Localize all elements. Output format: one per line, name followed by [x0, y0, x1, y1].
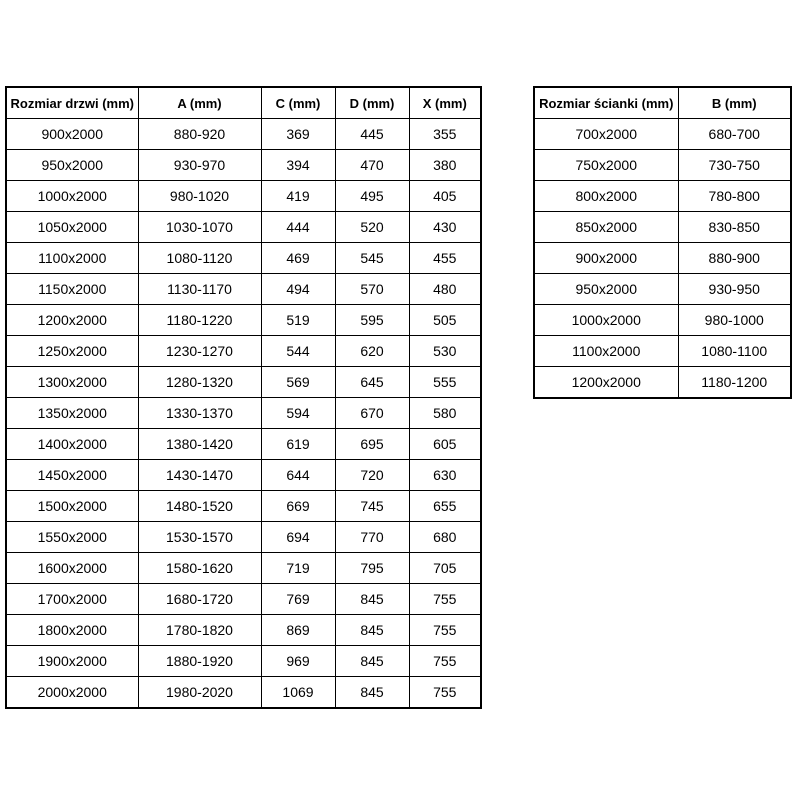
table-row — [6, 522, 481, 553]
table-cell: 545 — [335, 243, 409, 274]
table-cell: 455 — [409, 243, 481, 274]
table-cell: 1700x2000 — [6, 584, 138, 615]
table-cell: 1880-1920 — [138, 646, 261, 677]
table-row — [534, 212, 791, 243]
table-cell: 694 — [261, 522, 335, 553]
table-cell: 720 — [335, 460, 409, 491]
table-cell: 1130-1170 — [138, 274, 261, 305]
table-cell: 494 — [261, 274, 335, 305]
table-cell: 950x2000 — [534, 274, 678, 305]
table-cell: 1180-1220 — [138, 305, 261, 336]
column-header: A (mm) — [138, 87, 261, 119]
table-cell: 680-700 — [678, 119, 791, 150]
table-row — [6, 460, 481, 491]
table-cell: 750x2000 — [534, 150, 678, 181]
table-row — [534, 150, 791, 181]
table-cell: 1480-1520 — [138, 491, 261, 522]
table-cell: 620 — [335, 336, 409, 367]
column-header: X (mm) — [409, 87, 481, 119]
table-row — [534, 274, 791, 305]
table-row — [6, 150, 481, 181]
table-cell: 1580-1620 — [138, 553, 261, 584]
table-cell: 705 — [409, 553, 481, 584]
table-cell: 880-900 — [678, 243, 791, 274]
table-cell: 470 — [335, 150, 409, 181]
table-cell: 755 — [409, 584, 481, 615]
table-cell: 930-970 — [138, 150, 261, 181]
table-row — [6, 398, 481, 429]
table-cell: 730-750 — [678, 150, 791, 181]
table-cell: 900x2000 — [6, 119, 138, 150]
table-cell: 1230-1270 — [138, 336, 261, 367]
table-cell: 869 — [261, 615, 335, 646]
table-cell: 1300x2000 — [6, 367, 138, 398]
table-row — [534, 181, 791, 212]
table-cell: 580 — [409, 398, 481, 429]
table-cell: 795 — [335, 553, 409, 584]
table-row — [6, 367, 481, 398]
table-cell: 555 — [409, 367, 481, 398]
table-cell: 1100x2000 — [6, 243, 138, 274]
table-cell: 950x2000 — [6, 150, 138, 181]
table-cell: 1180-1200 — [678, 367, 791, 399]
table-cell: 1069 — [261, 677, 335, 709]
table-cell: 630 — [409, 460, 481, 491]
table-cell: 1980-2020 — [138, 677, 261, 709]
table-cell: 1550x2000 — [6, 522, 138, 553]
table-cell: 394 — [261, 150, 335, 181]
table-cell: 695 — [335, 429, 409, 460]
table-cell: 745 — [335, 491, 409, 522]
table-cell: 1100x2000 — [534, 336, 678, 367]
table-cell: 644 — [261, 460, 335, 491]
table-cell: 445 — [335, 119, 409, 150]
table-cell: 519 — [261, 305, 335, 336]
table-cell: 495 — [335, 181, 409, 212]
table-cell: 430 — [409, 212, 481, 243]
table-row — [6, 584, 481, 615]
wall-size-table — [533, 86, 792, 399]
table-row — [6, 429, 481, 460]
table-cell: 645 — [335, 367, 409, 398]
table-cell: 1250x2000 — [6, 336, 138, 367]
table-cell: 1200x2000 — [534, 367, 678, 399]
table-cell: 980-1000 — [678, 305, 791, 336]
table-cell: 845 — [335, 646, 409, 677]
column-header: C (mm) — [261, 87, 335, 119]
table-row — [6, 336, 481, 367]
table-cell: 845 — [335, 677, 409, 709]
table-cell: 1780-1820 — [138, 615, 261, 646]
table-cell: 355 — [409, 119, 481, 150]
table-row — [534, 305, 791, 336]
table-cell: 1800x2000 — [6, 615, 138, 646]
table-row — [6, 677, 481, 709]
table-cell: 544 — [261, 336, 335, 367]
door-size-table — [5, 86, 482, 709]
table-row — [6, 305, 481, 336]
table-cell: 700x2000 — [534, 119, 678, 150]
table-cell: 369 — [261, 119, 335, 150]
table-cell: 380 — [409, 150, 481, 181]
table-row — [534, 336, 791, 367]
table-cell: 769 — [261, 584, 335, 615]
table-cell: 969 — [261, 646, 335, 677]
table-cell: 569 — [261, 367, 335, 398]
table-cell: 1330-1370 — [138, 398, 261, 429]
table-cell: 900x2000 — [534, 243, 678, 274]
table-cell: 444 — [261, 212, 335, 243]
table-cell: 800x2000 — [534, 181, 678, 212]
table-cell: 1080-1100 — [678, 336, 791, 367]
table-cell: 755 — [409, 646, 481, 677]
table-cell: 880-920 — [138, 119, 261, 150]
header-row — [6, 87, 481, 119]
table-cell: 530 — [409, 336, 481, 367]
table-cell: 770 — [335, 522, 409, 553]
column-header: B (mm) — [678, 87, 791, 119]
table-cell: 1200x2000 — [6, 305, 138, 336]
table-cell: 419 — [261, 181, 335, 212]
table-row — [534, 243, 791, 274]
table-cell: 594 — [261, 398, 335, 429]
table-cell: 1000x2000 — [6, 181, 138, 212]
table-cell: 845 — [335, 615, 409, 646]
table-cell: 1400x2000 — [6, 429, 138, 460]
table-cell: 605 — [409, 429, 481, 460]
table-cell: 1030-1070 — [138, 212, 261, 243]
table-cell: 830-850 — [678, 212, 791, 243]
table-cell: 1450x2000 — [6, 460, 138, 491]
table-cell: 1900x2000 — [6, 646, 138, 677]
table-row — [6, 181, 481, 212]
table-cell: 1430-1470 — [138, 460, 261, 491]
table-cell: 2000x2000 — [6, 677, 138, 709]
column-header: Rozmiar ścianki (mm) — [534, 87, 678, 119]
table-cell: 930-950 — [678, 274, 791, 305]
table-cell: 1080-1120 — [138, 243, 261, 274]
table-cell: 670 — [335, 398, 409, 429]
table-cell: 1150x2000 — [6, 274, 138, 305]
table-cell: 405 — [409, 181, 481, 212]
table-cell: 1350x2000 — [6, 398, 138, 429]
table-cell: 480 — [409, 274, 481, 305]
table-row — [534, 119, 791, 150]
table-cell: 1500x2000 — [6, 491, 138, 522]
table-cell: 1280-1320 — [138, 367, 261, 398]
table-cell: 1000x2000 — [534, 305, 678, 336]
table-cell: 655 — [409, 491, 481, 522]
table-cell: 520 — [335, 212, 409, 243]
table-cell: 1680-1720 — [138, 584, 261, 615]
table-cell: 570 — [335, 274, 409, 305]
table-cell: 755 — [409, 615, 481, 646]
table-row — [6, 119, 481, 150]
table-row — [6, 243, 481, 274]
table-row — [6, 646, 481, 677]
table-cell: 845 — [335, 584, 409, 615]
table-cell: 780-800 — [678, 181, 791, 212]
table-cell: 850x2000 — [534, 212, 678, 243]
header-row — [534, 87, 791, 119]
table-cell: 595 — [335, 305, 409, 336]
table-cell: 1050x2000 — [6, 212, 138, 243]
table-row — [6, 212, 481, 243]
table-cell: 980-1020 — [138, 181, 261, 212]
table-cell: 1600x2000 — [6, 553, 138, 584]
column-header: Rozmiar drzwi (mm) — [6, 87, 138, 119]
table-cell: 669 — [261, 491, 335, 522]
table-cell: 469 — [261, 243, 335, 274]
table-row — [534, 367, 791, 399]
table-row — [6, 491, 481, 522]
column-header: D (mm) — [335, 87, 409, 119]
table-cell: 680 — [409, 522, 481, 553]
table-row — [6, 274, 481, 305]
table-cell: 619 — [261, 429, 335, 460]
table-cell: 505 — [409, 305, 481, 336]
table-row — [6, 553, 481, 584]
table-cell: 719 — [261, 553, 335, 584]
table-row — [6, 615, 481, 646]
table-cell: 1380-1420 — [138, 429, 261, 460]
table-cell: 755 — [409, 677, 481, 709]
table-cell: 1530-1570 — [138, 522, 261, 553]
